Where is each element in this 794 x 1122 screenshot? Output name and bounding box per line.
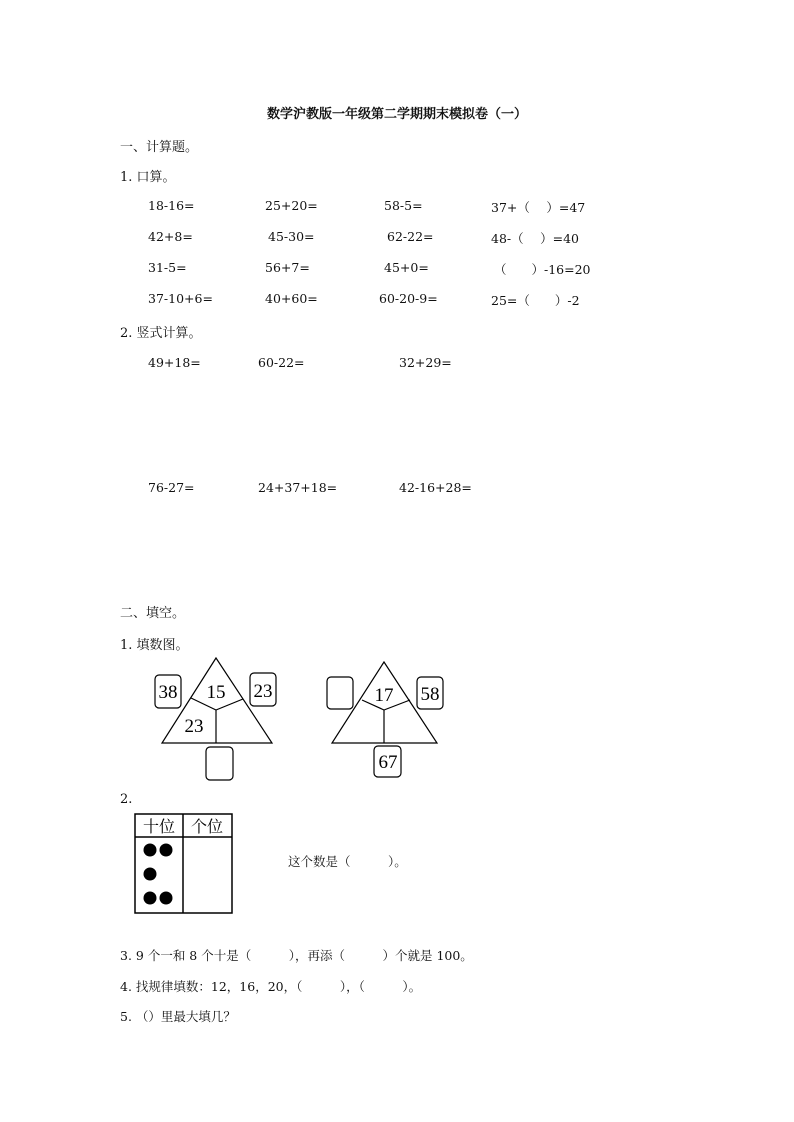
number-tree-figure-2 [322, 650, 447, 785]
place-value-sentence: 这个数是（ ）。 [288, 854, 407, 869]
number-tree-figure-1 [150, 650, 280, 785]
vertical-calc-item: 42-16+28= [399, 480, 472, 495]
q2-label: 2. 竖式计算。 [120, 326, 202, 341]
oral-calc-item: （ ）-16=20 [494, 262, 591, 277]
figure-number: 17 [374, 685, 394, 706]
tens-dot [144, 868, 157, 881]
section2-heading: 二、填空。 [120, 606, 186, 621]
figure-number: 15 [206, 682, 226, 703]
answer-box[interactable] [206, 747, 233, 780]
question-4: 4. 找规律填数：12，16，20，（ ），（ ）。 [120, 979, 422, 994]
answer-box[interactable] [327, 677, 353, 709]
question-5: 5. （）里最大填几？ [120, 1009, 236, 1024]
tens-header: 十位 [142, 819, 176, 836]
oral-calc-item: 25=（ ）-2 [491, 293, 580, 308]
oral-calc-item: 40+60= [265, 291, 318, 306]
oral-calc-item: 45-30= [268, 229, 315, 244]
oral-calc-item: 31-5= [148, 260, 187, 275]
figure-number: 58 [420, 684, 440, 705]
oral-calc-item: 48-（ ）=40 [491, 231, 579, 246]
ones-header: 个位 [190, 819, 224, 836]
vertical-calc-item: 24+37+18= [258, 480, 338, 495]
tens-dot [160, 892, 173, 905]
tens-dot [144, 892, 157, 905]
figure-number: 23 [184, 716, 204, 737]
fill-figure-label: 1. 填数图。 [120, 638, 189, 653]
oral-calc-item: 62-22= [387, 229, 434, 244]
oral-calc-item: 60-20-9= [379, 291, 438, 306]
oral-calc-item: 56+7= [265, 260, 310, 275]
oral-calc-item: 37-10+6= [148, 291, 213, 306]
question-3: 3. 9 个一和 8 个十是（ ），再添（ ）个就是 100。 [120, 948, 473, 963]
vertical-calc-item: 49+18= [148, 355, 201, 370]
vertical-calc-item: 32+29= [399, 355, 452, 370]
place-value-label: 2. [120, 792, 133, 807]
figure-number: 67 [378, 752, 398, 773]
oral-calc-item: 42+8= [148, 229, 193, 244]
vertical-calc-item: 60-22= [258, 355, 305, 370]
figure-number: 38 [158, 682, 178, 703]
tens-dot [160, 844, 173, 857]
oral-calc-item: 37+（ ）=47 [491, 200, 586, 215]
oral-calc-item: 18-16= [148, 198, 195, 213]
tens-dot [144, 844, 157, 857]
q1-label: 1. 口算。 [120, 170, 176, 185]
place-value-table [134, 813, 234, 915]
vertical-calc-item: 76-27= [148, 480, 195, 495]
oral-calc-item: 45+0= [384, 260, 429, 275]
oral-calc-item: 58-5= [384, 198, 423, 213]
figure-number: 23 [253, 681, 273, 702]
page-title: 数学沪教版一年级第二学期期末模拟卷（一） [266, 107, 527, 122]
section1-heading: 一、计算题。 [120, 140, 199, 155]
oral-calc-item: 25+20= [265, 198, 318, 213]
